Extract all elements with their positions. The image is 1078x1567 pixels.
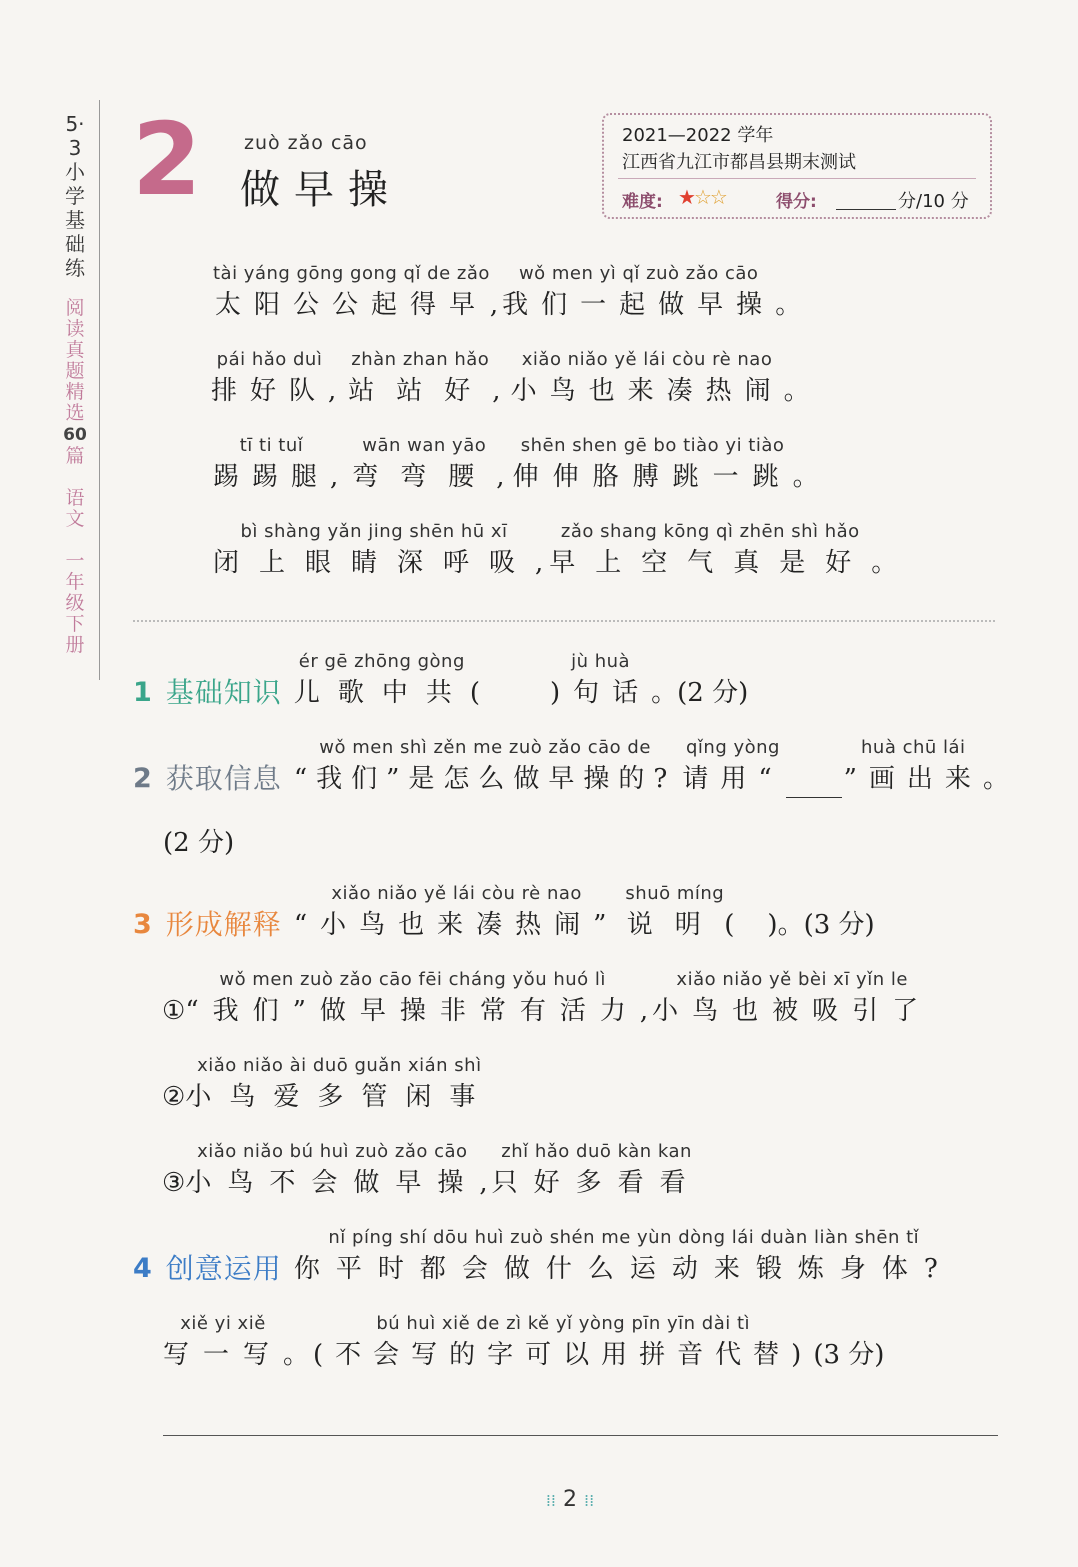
poem-line-1: tài yáng gōng gong qǐ de zǎo 太阳公公起得早 , wǒ men yì qǐ zuò zǎo cāo 我们一起做早操 。 bbox=[213, 263, 802, 320]
lesson-number: 2 bbox=[132, 101, 202, 218]
option-marker: ③ bbox=[162, 1168, 186, 1198]
question-3: 3 形成解释 xiǎo niǎo yě lái còu rè nao “小鸟也来凑热闹” shuō míng 说明 ( )。(3 分) bbox=[133, 882, 875, 944]
poem-line-3: tī ti tuǐ 踢踢腿 , wān wan yāo 弯弯腰 , shēn shen gē bo tiào yi tiào 伸伸胳膊跳一跳 。 bbox=[213, 435, 819, 492]
question-number: 1 bbox=[133, 677, 152, 708]
question-number: 3 bbox=[133, 909, 152, 940]
margin-divider bbox=[99, 100, 100, 680]
question-4: 4 创意运用 nǐ píng shí dōu huì zuò shén me yùn dòng lái duàn liàn shēn tǐ 你平时都会做什么运动来锻炼身体? bbox=[133, 1226, 954, 1288]
star-filled-icon: ★ bbox=[678, 185, 694, 209]
question-category: 形成解释 bbox=[165, 908, 282, 941]
answer-blank[interactable] bbox=[480, 688, 550, 712]
page-deco-right-icon: ⁞⁞ bbox=[584, 1491, 595, 1510]
series-title: 5·3小学基础练 bbox=[65, 112, 85, 280]
difficulty-rating bbox=[678, 185, 726, 209]
score-total: 分/10 分 bbox=[898, 191, 969, 212]
test-box-divider bbox=[618, 178, 976, 179]
question-number: 2 bbox=[133, 763, 152, 794]
page-deco-left-icon: ⁞⁞ bbox=[545, 1491, 556, 1510]
poem-line-2: pái hǎo duì 排好队 , zhàn zhan hǎo 站站好 , xiǎo niǎo yě lái còu rè nao 小鸟也来凑热闹 。 bbox=[211, 349, 810, 406]
series-sub-d: 一年级下册 bbox=[65, 550, 85, 656]
question-category: 基础知识 bbox=[165, 676, 282, 709]
page-number-value: 2 bbox=[563, 1487, 577, 1512]
poem-line-4: bì shàng yǎn jing shēn hū xī 闭上眼睛深呼吸 , zǎo shang kōng qì zhēn shì hǎo 早上空气真是好 。 bbox=[213, 521, 898, 578]
series-sub-b: 篇 bbox=[65, 445, 85, 467]
option-1[interactable]: ① wǒ men zuò zǎo cāo fēi cháng yǒu huó lì “我们”做早操非常有活力 , xiǎo niǎo yě bèi xī yǐn le 小鸟也被吸引了 bbox=[162, 968, 932, 1030]
score-label: 得分: bbox=[776, 192, 817, 212]
option-3[interactable]: ③ xiǎo niǎo bú huì zuò zǎo cāo 小鸟不会做早操 , zhǐ hǎo duō kàn kan 只好多看看 bbox=[162, 1140, 702, 1202]
test-source: 江西省九江市都昌县期末测试 bbox=[622, 152, 856, 173]
lesson-title: 做早操 bbox=[240, 167, 402, 213]
question-2-points: (2 分) bbox=[163, 828, 235, 858]
section-divider bbox=[133, 620, 995, 622]
test-year: 2021—2022 学年 bbox=[622, 125, 774, 146]
series-sub-c: 语文 bbox=[65, 487, 85, 530]
option-marker: ① bbox=[162, 996, 186, 1026]
series-sub-a: 阅读真题精选 bbox=[65, 297, 85, 424]
question-number: 4 bbox=[133, 1253, 152, 1284]
lesson-title-pinyin: zuò zǎo cāo bbox=[244, 132, 368, 154]
question-2: 2 获取信息 wǒ men shì zěn me zuò zǎo cāo de “我们”是怎么做早操的? qǐng yòng 请用“ huà chū lái ”画出来 。 bbox=[133, 736, 1009, 798]
option-2[interactable]: ② xiǎo niǎo ài duō guǎn xián shì 小鸟爱多管闲事 bbox=[162, 1054, 493, 1116]
star-empty-icon: ☆☆ bbox=[693, 185, 726, 209]
option-marker: ② bbox=[162, 1082, 186, 1112]
score-blank[interactable] bbox=[836, 209, 896, 210]
test-info-box bbox=[602, 113, 992, 219]
question-4-line-2: xiě yi xiě 写一写 。 bú huì xiě de zì kě yǐ yòng pīn yīn dài tì (不会写的字可以用拼音代替) (3 分) bbox=[163, 1313, 885, 1370]
question-1: 1 基础知识 ér gē zhōng gòng 儿歌中共 ( jù huà )句话 。(2 分) bbox=[133, 650, 748, 712]
series-subtitle bbox=[62, 298, 88, 656]
question-category: 创意运用 bbox=[165, 1252, 282, 1285]
series-sub-num: 60 bbox=[63, 425, 87, 445]
difficulty-label: 难度: bbox=[622, 192, 663, 212]
underline-sample bbox=[786, 771, 842, 798]
question-category: 获取信息 bbox=[165, 762, 282, 795]
answer-line[interactable] bbox=[163, 1435, 998, 1436]
page-number bbox=[520, 1487, 620, 1512]
